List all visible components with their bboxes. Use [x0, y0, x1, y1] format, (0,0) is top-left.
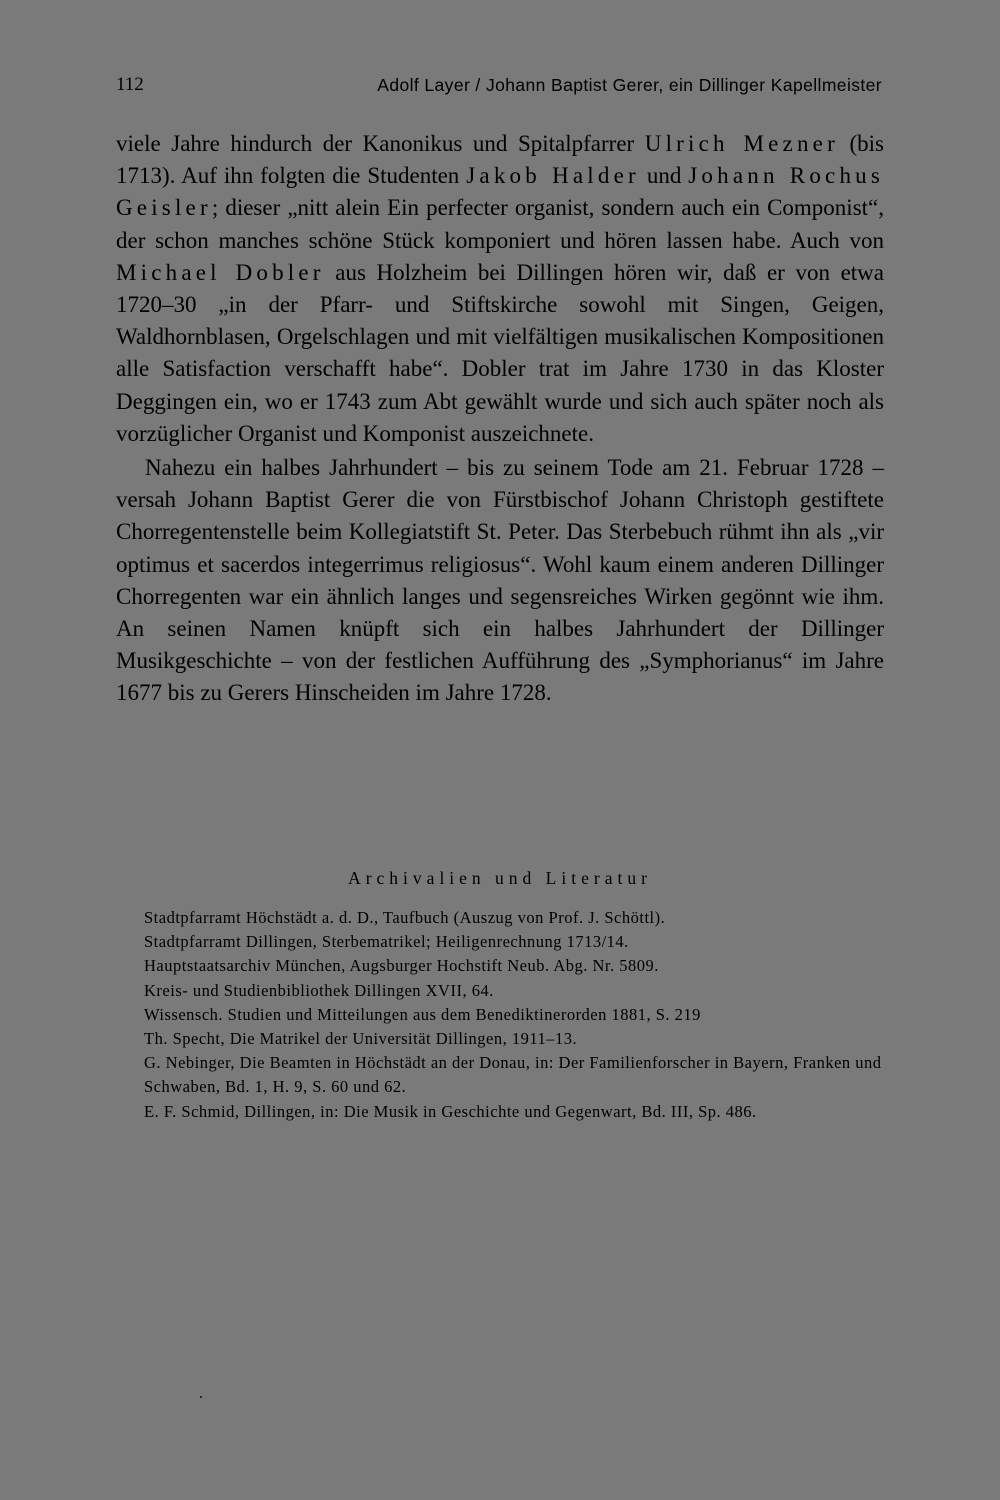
paragraph-1-text-1: viele Jahre hindurch der Kanonikus und Spitalpfarrer: [116, 131, 645, 156]
person-name-ulrich-mezner: Ulrich Mezner: [644, 131, 839, 156]
sources-heading: Archivalien und Literatur: [348, 868, 652, 888]
reference-item: Stadtpfarramt Höchstädt a. d. D., Taufbuch (Auszug von Prof. J. Schöttl).: [144, 908, 666, 927]
paragraph-1-text-4: ; dieser „nitt alein Ein perfecter organist, sondern auch ein Componist“, der schon manches schöne Stück komponiert und hören lassen habe. Auch von: [116, 195, 884, 253]
reference-item: Stadtpfarramt Dillingen, Sterbematrikel; Heiligenrechnung 1713/14.: [144, 932, 629, 952]
reference-item: E. F. Schmid, Dillingen, in: Die Musik in Geschichte und Gegenwart, Bd. III, Sp. 486.: [144, 1101, 757, 1121]
reference-item: Hauptstaatsarchiv München, Augsburger Hochstift Neub. Abg. Nr. 5809.: [144, 956, 659, 976]
scan-speck: [200, 1396, 202, 1398]
person-name-jakob-halder: Jakob Halder: [466, 163, 640, 189]
reference-item: Kreis- und Studienbibliothek Dillingen XVII, 64.: [144, 980, 494, 1000]
reference-item: G. Nebinger, Die Beamten in Höchstädt an der Donau, in: Der Familienforscher in Bayern, Franken und Schwaben, Bd. 1, H. 9, S. 60 und 62.: [144, 1053, 882, 1097]
paragraph-1-text-2: (bis 1713). Auf ihn folgten die Studenten: [116, 131, 885, 189]
person-name-michael-dobler: Michael Dobler: [116, 259, 325, 285]
paragraph-2: Nahezu ein halbes Jahrhundert – bis zu seinem Tode am 21. Februar 1728 – versah Johann Baptist Gerer die von Fürstbischof Johann Christoph gestiftete Chorregentenstelle beim Kollegiatstift St. Peter. Das Sterbebuch rühmt ihn als „vir optimus et sacerdos integerrimus religiosus“. Wohl kaum einem anderen Dillinger Chorregenten war ein ähnlich langes und segensreiches Wirken gegönnt wie ihm. An seinen Namen knüpft sich ein halbes Jahrhundert der Dillinger Musikgeschichte – von der festlichen Aufführung des „Symphorianus“ im Jahre 1677 bis zu Gerers Hinscheiden im Jahre 1728.: [116, 455, 884, 706]
body-text: [116, 128, 884, 710]
paragraph-1-text-5: aus Holzheim bei Dillingen hören wir, daß er von etwa 1720–30 „in der Pfarr- und Stiftskirche sowohl mit Singen, Geigen, Waldhornblasen, Orgelschlagen und mit vielfältigen musikalischen Kompositionen alle Satisfaction verschafft habe“. Dobler trat im Jahre 1730 in das Kloster Deggingen ein, wo er 1743 zum Abt gewählt wurde und sich auch später noch als vorzüglicher Organist und Komponist auszeichnete.: [116, 259, 884, 446]
paragraph-1: [116, 128, 884, 450]
reference-item: Wissensch. Studien und Mitteilungen aus dem Benediktinerorden 1881, S. 219: [144, 1004, 701, 1024]
references-list: [144, 906, 890, 1124]
person-name-johann-rochus-geisler: Johann Rochus Geisler: [116, 163, 884, 221]
page-number: 112: [116, 74, 144, 95]
running-title: Adolf Layer / Johann Baptist Gerer, ein Dillinger Kapellmeister: [377, 75, 882, 95]
paragraph-1-text-3: und: [639, 163, 689, 189]
reference-item: Th. Specht, Die Matrikel der Universität Dillingen, 1911–13.: [144, 1029, 578, 1049]
